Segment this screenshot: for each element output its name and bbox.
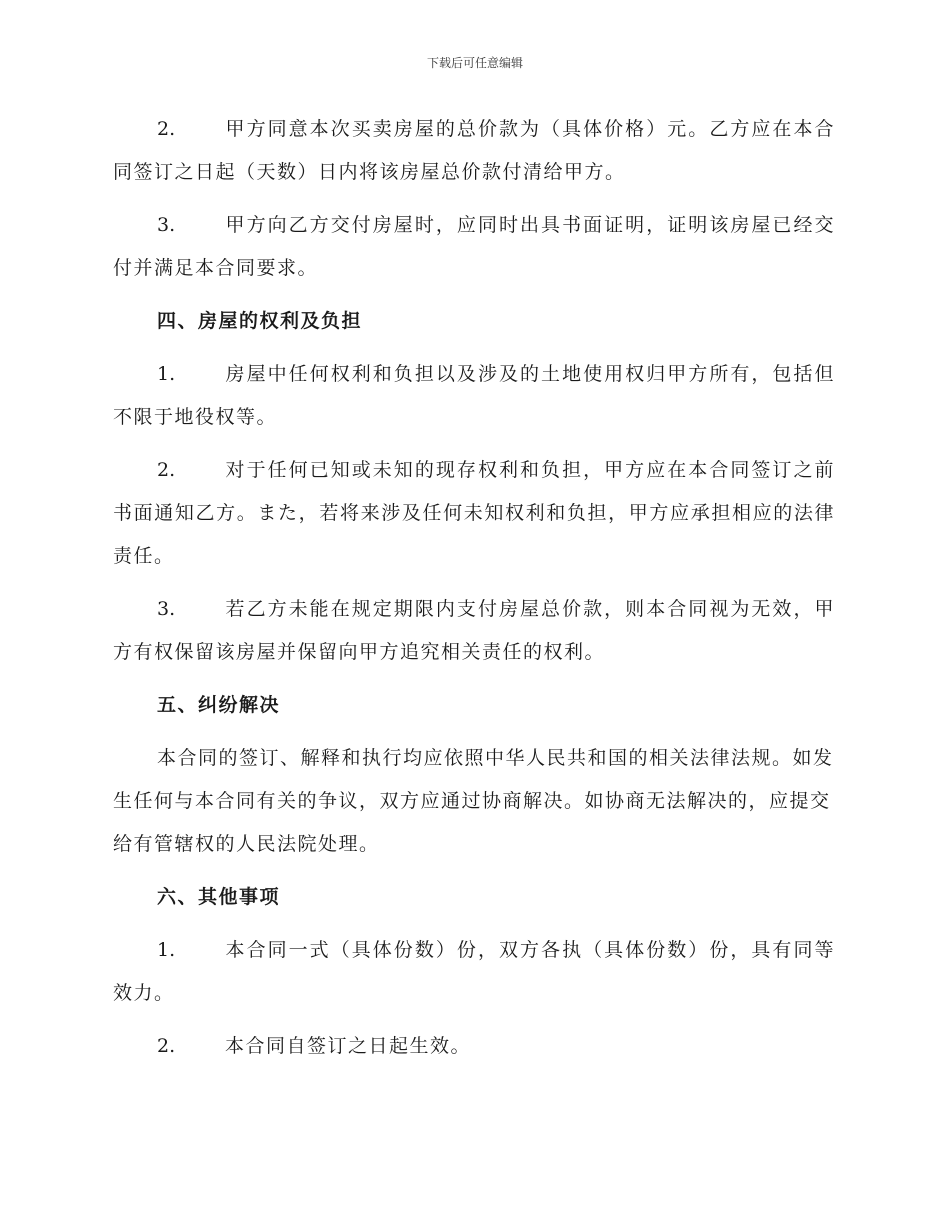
document-body <box>113 108 835 1078</box>
clause-text: 甲方向乙方交付房屋时，应同时出具书面证明，证明该房屋已经交付并满足本合同要求。 <box>113 214 835 279</box>
clause-number: 1. <box>157 939 176 961</box>
page-header: 下载后可任意编辑 <box>426 56 523 70</box>
clause-item <box>113 204 835 290</box>
clause-item <box>113 353 835 439</box>
clause-text: 若乙方未能在规定期限内支付房屋总价款，则本合同视为无效，甲方有权保留该房屋并保留向甲方追究相关责任的权利。 <box>113 598 835 663</box>
clause-text: 甲方同意本次买卖房屋的总价款为（具体价格）元。乙方应在本合同签订之日起（天数）日内将该房屋总价款付清给甲方。 <box>113 118 835 183</box>
clause-item <box>113 588 835 674</box>
section-heading: 六、其他事项 <box>157 886 281 908</box>
clause-number: 3. <box>157 598 176 620</box>
section-heading: 四、房屋的权利及负担 <box>157 310 363 332</box>
clause-item <box>113 929 835 1015</box>
clause-item <box>113 108 835 194</box>
clause-text: 对于任何已知或未知的现存权利和负担，甲方应在本合同签订之前书面通知乙方。また，若将来涉及任何未知权利和负担，甲方应承担相应的法律责任。 <box>113 459 835 567</box>
clause-item <box>113 449 835 578</box>
clause-number: 3. <box>157 214 176 236</box>
clause-number: 2. <box>157 1035 176 1057</box>
clause-text: 本合同自签订之日起生效。 <box>225 1035 472 1057</box>
clause-text: 本合同一式（具体份数）份，双方各执（具体份数）份，具有同等效力。 <box>113 939 835 1004</box>
clause-number: 1. <box>157 363 176 385</box>
clause-number: 2. <box>157 118 176 140</box>
clause-text: 房屋中任何权利和负担以及涉及的土地使用权归甲方所有，包括但不限于地役权等。 <box>113 363 835 428</box>
body-paragraph: 本合同的签订、解释和执行均应依照中华人民共和国的相关法律法规。如发生任何与本合同有关的争议，双方应通过协商解决。如协商无法解决的，应提交给有管辖权的人民法院处理。 <box>113 747 834 855</box>
section-heading: 五、纠纷解决 <box>157 694 281 716</box>
clause-item <box>113 1025 835 1068</box>
clause-number: 2. <box>157 459 176 481</box>
